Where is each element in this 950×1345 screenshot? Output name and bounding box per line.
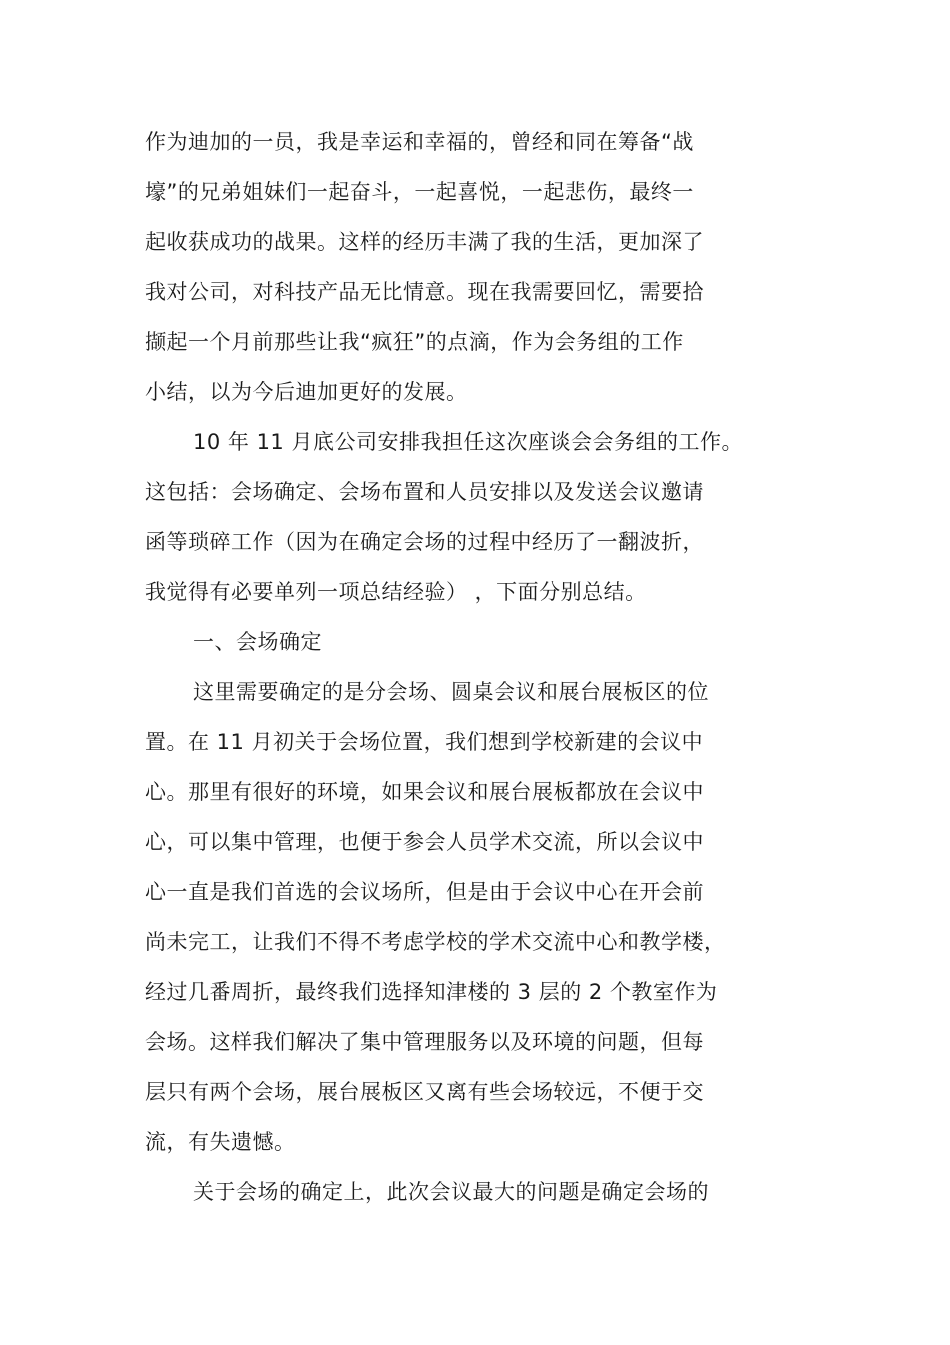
text-line: 心一直是我们首选的会议场所，但是由于会议中心在开会前	[145, 880, 704, 904]
text-line: 我觉得有必要单列一项总结经验） ，下面分别总结。	[145, 580, 647, 604]
text-line: 心，可以集中管理，也便于参会人员学术交流，所以会议中	[145, 830, 704, 854]
text-line: 会场。这样我们解决了集中管理服务以及环境的问题，但每	[145, 1030, 704, 1054]
text-line: 经过几番周折，最终我们选择知津楼的 3 层的 2 个教室作为	[145, 980, 718, 1004]
text-line: 层只有两个会场，展台展板区又离有些会场较远，不便于交	[145, 1080, 704, 1104]
text-line: 作为迪加的一员，我是幸运和幸福的，曾经和同在筹备“战	[145, 130, 694, 154]
text-line: 置。在 11 月初关于会场位置，我们想到学校新建的会议中	[145, 730, 704, 754]
text-line: 心。那里有很好的环境，如果会议和展台展板都放在会议中	[145, 780, 704, 804]
text-line: 这里需要确定的是分会场、圆桌会议和展台展板区的位	[193, 680, 709, 704]
text-line: 流，有失遗憾。	[145, 1130, 296, 1154]
text-line: 小结，以为今后迪加更好的发展。	[145, 380, 468, 404]
text-line: 关于会场的确定上，此次会议最大的问题是确定会场的	[193, 1180, 709, 1204]
text-line: 撷起一个月前那些让我“疯狂”的点滴，作为会务组的工作	[145, 330, 684, 354]
text-line: 我对公司，对科技产品无比情意。现在我需要回忆，需要拾	[145, 280, 704, 304]
section-heading: 一、会场确定	[193, 630, 322, 654]
text-line: 函等琐碎工作（因为在确定会场的过程中经历了一翻波折，	[145, 530, 704, 554]
text-line: 尚未完工，让我们不得不考虑学校的学术交流中心和教学楼，	[145, 930, 726, 954]
text-line: 10 年 11 月底公司安排我担任这次座谈会会务组的工作。	[193, 430, 743, 454]
text-line: 壕”的兄弟姐妹们一起奋斗，一起喜悦，一起悲伤，最终一	[145, 180, 694, 204]
text-line: 起收获成功的战果。这样的经历丰满了我的生活，更加深了	[145, 230, 704, 254]
text-line: 这包括：会场确定、会场布置和人员安排以及发送会议邀请	[145, 480, 704, 504]
